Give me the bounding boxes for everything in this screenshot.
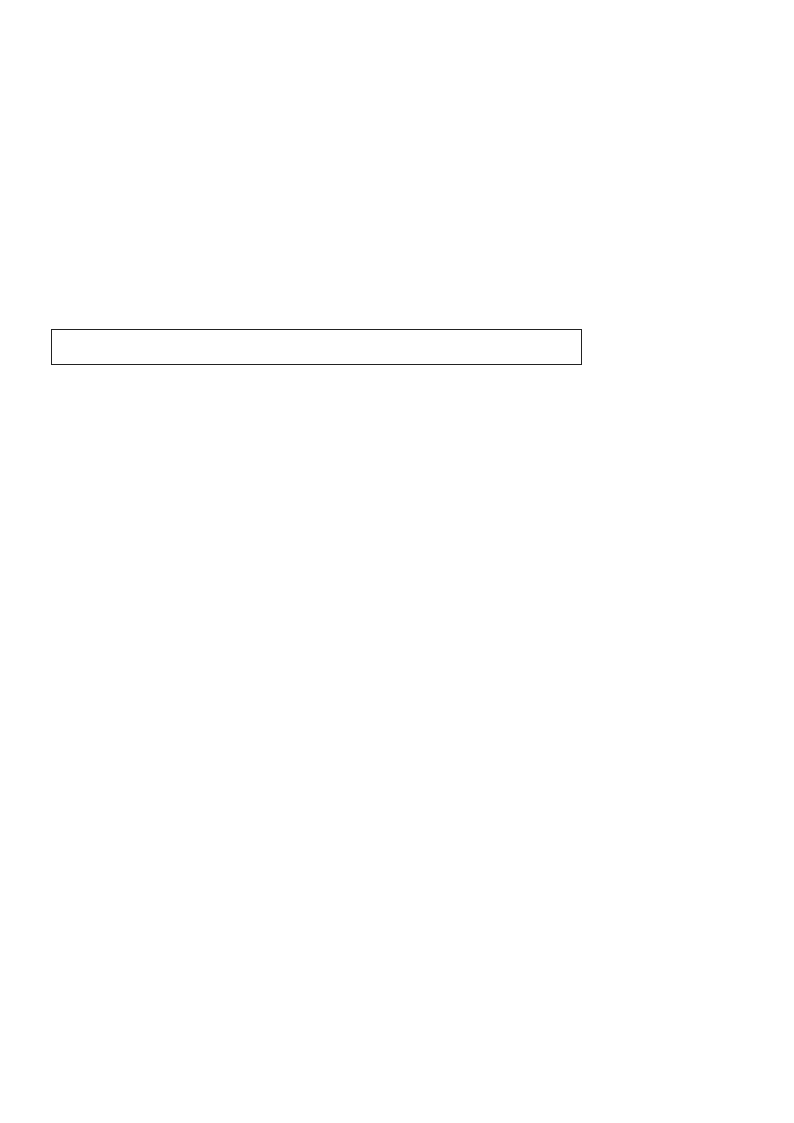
table-header-row <box>52 330 582 365</box>
part-two-title <box>50 539 750 564</box>
section-instructions <box>50 589 750 614</box>
ways-table <box>51 329 582 365</box>
cloze-passage <box>50 622 752 646</box>
table-title <box>52 330 582 365</box>
question-1-options <box>50 1036 750 1058</box>
section-two-header <box>50 539 750 613</box>
section-one-title <box>50 564 750 589</box>
passage-title <box>50 622 752 646</box>
